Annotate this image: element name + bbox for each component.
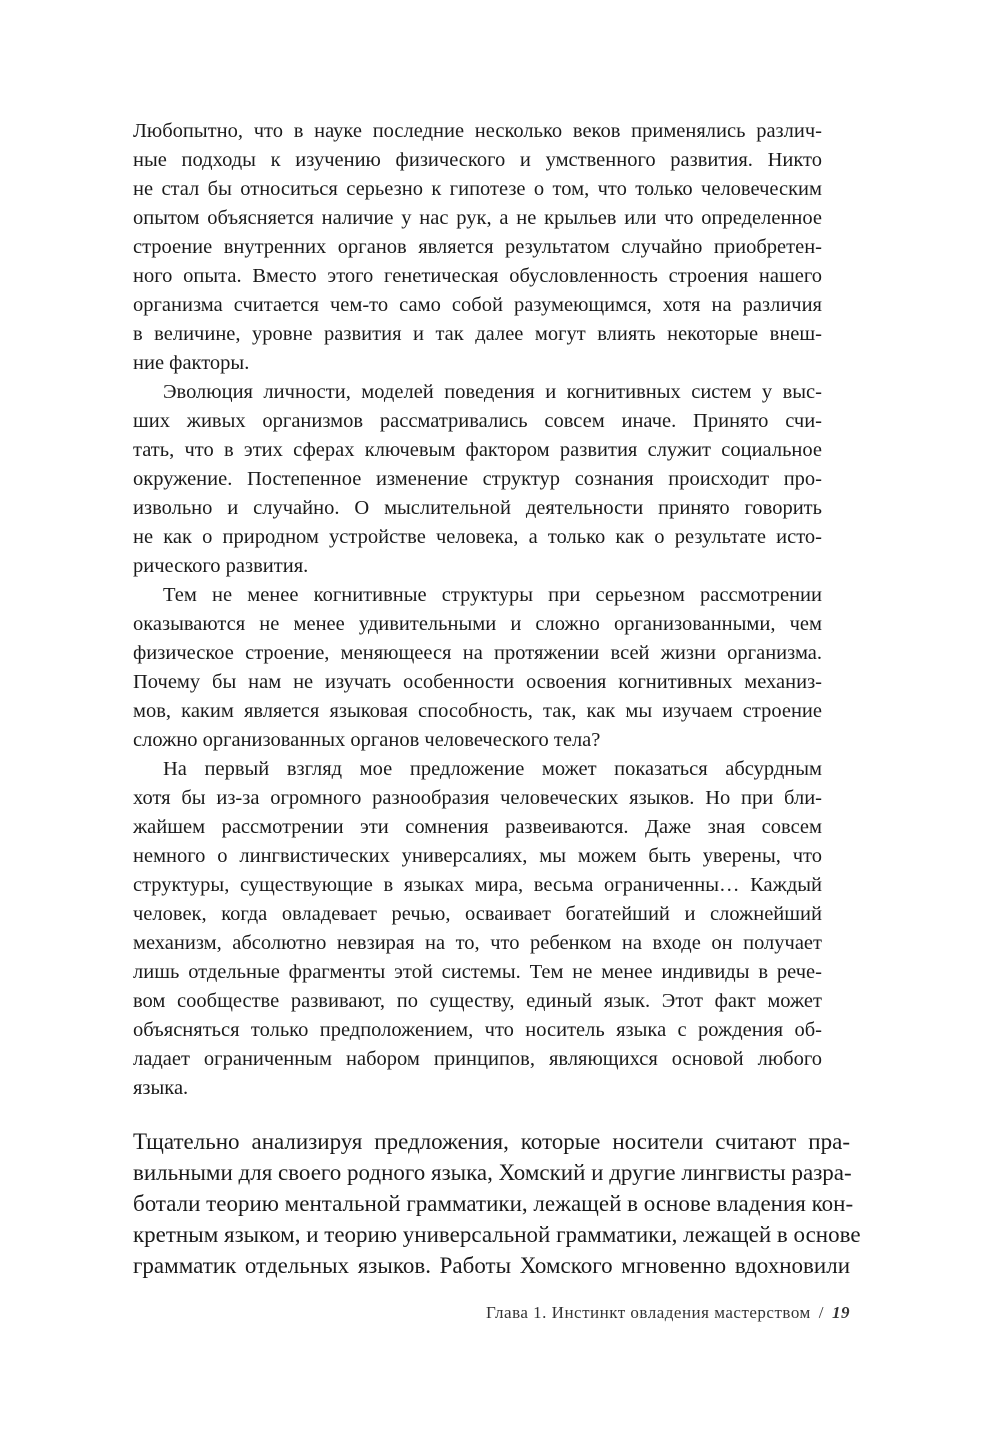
text-line: жайшем рассмотрении эти сомнения развеиваются. Даже зная совсем: [133, 816, 822, 838]
text-line: языка.: [133, 1077, 189, 1099]
text-line: На первый взгляд мое предложение может показаться абсурдным: [163, 758, 822, 780]
page-number: 19: [832, 1303, 850, 1322]
text-line: немного о лингвистических универсалиях, мы можем быть уверены, что: [133, 845, 822, 867]
footer-separator: /: [818, 1303, 824, 1322]
text-line: лишь отдельные фрагменты этой системы. Тем не менее индивиды в рече-: [133, 961, 822, 983]
text-line: механизм, абсолютно невзирая на то, что ребенком на входе он получает: [133, 932, 822, 954]
text-line: Почему бы нам не изучать особенности освоения когнитивных механиз-: [133, 671, 822, 693]
text-line: опытом объясняется наличие у нас рук, а не крыльев или что определенное: [133, 207, 822, 229]
text-line: структуры, существующие в языках мира, весьма ограниченны… Каждый: [133, 874, 822, 896]
text-line: Эволюция личности, моделей поведения и когнитивных систем у выс-: [163, 381, 822, 403]
text-line: не стал бы относиться серьезно к гипотезе о том, что только человеческим: [133, 178, 822, 200]
text-line: вильными для своего родного языка, Хомский и другие лингвисты разра-: [133, 1160, 852, 1185]
text-line: окружение. Постепенное изменение структур сознания происходит про-: [133, 468, 822, 490]
body-text: [133, 1126, 861, 1281]
text-line: вом сообществе развивают, по существу, единый язык. Этот факт может: [133, 990, 822, 1012]
text-line: тать, что в этих сферах ключевым фактором развития служит социальное: [133, 439, 822, 461]
block-quote: [133, 117, 822, 1103]
text-line: строение внутренних органов является результатом случайно приобретен-: [133, 236, 822, 258]
text-line: кретным языком, и теорию универсальной грамматики, лежащей в основе: [133, 1222, 861, 1247]
text-line: Тем не менее когнитивные структуры при серьезном рассмотрении: [163, 584, 822, 606]
text-line: Любопытно, что в науке последние несколько веков применялись различ-: [133, 120, 822, 142]
text-line: рического развития.: [133, 555, 309, 577]
text-line: ладает ограниченным набором принципов, являющихся основой любого: [133, 1048, 822, 1070]
text-line: Тщательно анализируя предложения, которые носители считают пра-: [133, 1129, 850, 1154]
text-line: ших живых организмов рассматривались совсем иначе. Принято счи-: [133, 410, 822, 432]
running-head: Глава 1. Инстинкт овладения мастерством: [486, 1303, 811, 1322]
text-line: мов, каким является языковая способность, так, как мы изучаем строение: [133, 700, 822, 722]
text-line: сложно организованных органов человеческого тела?: [133, 729, 601, 751]
text-line: в величине, уровне развития и так далее могут влиять некоторые внеш-: [133, 323, 822, 345]
text-line: ботали теорию ментальной грамматики, лежащей в основе владения кон-: [133, 1191, 854, 1216]
quote-paragraph: [133, 755, 822, 1103]
text-line: физическое строение, меняющееся на протяжении всей жизни организма.: [133, 642, 822, 664]
text-line: хотя бы из-за огромного разнообразия человеческих языков. Но при бли-: [133, 787, 822, 809]
quote-paragraph: [133, 378, 822, 581]
text-line: человек, когда овладевает речью, осваивает богатейший и сложнейший: [133, 903, 822, 925]
text-line: ного опыта. Вместо этого генетическая обусловленность строения нашего: [133, 265, 822, 287]
text-line: ные подходы к изучению физического и умственного развития. Никто: [133, 149, 822, 171]
text-line: ние факторы.: [133, 352, 250, 374]
text-line: объясняться только предположением, что носитель языка с рождения об-: [133, 1019, 822, 1041]
text-line: оказываются не менее удивительными и сложно организованными, чем: [133, 613, 822, 635]
text-line: не как о природном устройстве человека, а только как о результате исто-: [133, 526, 822, 548]
page-footer: [486, 1303, 850, 1323]
quote-paragraph: [133, 581, 822, 755]
text-line: грамматик отдельных языков. Работы Хомского мгновенно вдохновили: [133, 1253, 850, 1278]
text-line: извольно и случайно. О мыслительной деятельности принято говорить: [133, 497, 822, 519]
text-line: организма считается чем-то само собой разумеющимся, хотя на различия: [133, 294, 822, 316]
quote-paragraph: [133, 117, 822, 378]
